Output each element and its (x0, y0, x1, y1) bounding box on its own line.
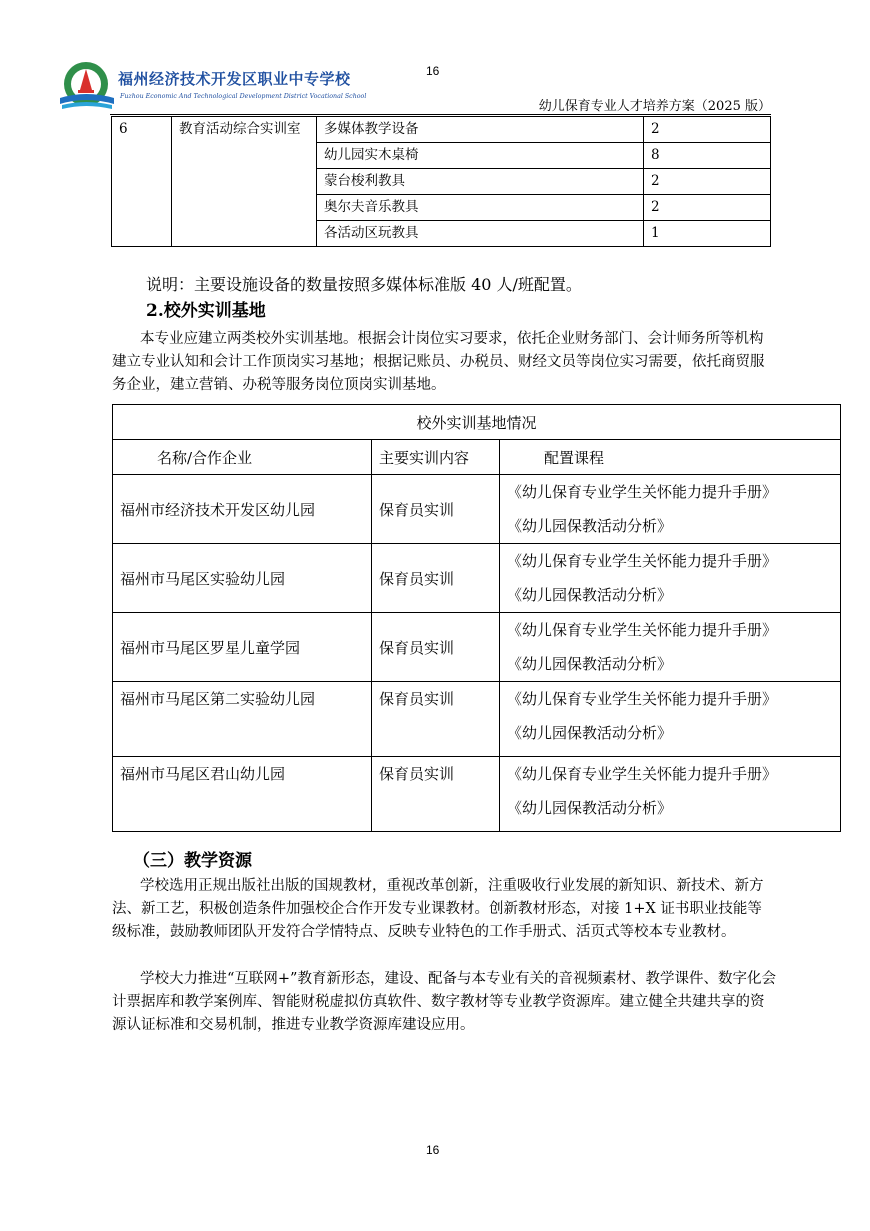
equipment-name: 多媒体教学设备 (317, 117, 644, 143)
room-name: 教育活动综合实训室 (172, 117, 317, 247)
course-item: 《幼儿保育专业学生关怀能力提升手册》 (507, 690, 778, 708)
equipment-qty: 2 (644, 117, 771, 143)
equipment-name: 幼儿园实木桌椅 (317, 143, 644, 169)
paragraph: 学校大力推进“互联网+”教育新形态，建设、配备与本专业有关的音视频素材、教学课件、数字化会计票据库和教学案例库、智能财税虚拟仿真软件、数字教材等专业教学资源库。建立健全共建共享的资源认证标准和交易机制，推进专业教学资源库建设应用。 (112, 971, 776, 1033)
document-title: 幼儿保育专业人才培养方案（2025 版） (538, 99, 771, 114)
base-name: 福州市马尾区实验幼儿园 (113, 544, 372, 613)
header-content: 主要实训内容 (372, 440, 500, 475)
training-content: 保育员实训 (372, 544, 500, 613)
equipment-qty: 8 (644, 143, 771, 169)
course-item: 《幼儿园保教活动分析》 (507, 724, 673, 742)
table-header-row (113, 440, 841, 475)
row-number: 6 (112, 117, 172, 247)
school-logo (56, 60, 120, 114)
course-item: 《幼儿园保教活动分析》 (507, 586, 673, 604)
base-name: 福州市马尾区君山幼儿园 (113, 757, 372, 832)
course-item: 《幼儿保育专业学生关怀能力提升手册》 (507, 621, 778, 639)
equipment-name: 蒙台梭利教具 (317, 169, 644, 195)
section-heading: （三）教学资源 (133, 851, 252, 871)
equipment-qty: 1 (644, 221, 771, 247)
header-rule (110, 114, 771, 115)
footer-page-number: 16 (426, 1143, 440, 1157)
training-content: 保育员实训 (372, 682, 500, 757)
course-item: 《幼儿保育专业学生关怀能力提升手册》 (507, 552, 778, 570)
paragraph: 本专业应建立两类校外实训基地。根据会计岗位实习要求，依托企业财务部门、会计师务所等机构建立专业认知和会计工作顶岗实习基地；根据记账员、办税员、财经文员等岗位实习需要，依托商贸服务企业，建立营销、办税等服务岗位顶岗实训基地。 (112, 331, 765, 393)
base-name: 福州市经济技术开发区幼儿园 (113, 475, 372, 544)
training-content: 保育员实训 (372, 613, 500, 682)
training-content: 保育员实训 (372, 475, 500, 544)
table-row (113, 613, 841, 682)
course-item: 《幼儿园保教活动分析》 (507, 655, 673, 673)
equipment-table (111, 116, 771, 247)
section-heading: 2.校外实训基地 (146, 301, 266, 321)
base-name: 福州市马尾区第二实验幼儿园 (113, 682, 372, 757)
school-name-cn: 福州经济技术开发区职业中专学校 (118, 70, 351, 88)
course-list (500, 613, 841, 682)
equipment-qty: 2 (644, 195, 771, 221)
table-row (113, 757, 841, 832)
header-name: 名称/合作企业 (113, 440, 372, 475)
course-item: 《幼儿园保教活动分析》 (507, 517, 673, 535)
header-page-number: 16 (426, 64, 440, 78)
course-list (500, 544, 841, 613)
table-row (112, 117, 771, 143)
table-row (113, 682, 841, 757)
equipment-name: 奥尔夫音乐教具 (317, 195, 644, 221)
school-name-en: Fuzhou Economic And Technological Development District Vocational School (120, 93, 367, 100)
equipment-note: 说明：主要设施设备的数量按照多媒体标准版 40 人/班配置。 (146, 275, 582, 294)
table-caption: 校外实训基地情况 (113, 405, 841, 440)
course-list (500, 682, 841, 757)
base-name: 福州市马尾区罗星儿童学园 (113, 613, 372, 682)
course-item: 《幼儿保育专业学生关怀能力提升手册》 (507, 765, 778, 783)
header-courses: 配置课程 (500, 440, 841, 475)
course-list (500, 475, 841, 544)
equipment-name: 各活动区玩教具 (317, 221, 644, 247)
course-item: 《幼儿园保教活动分析》 (507, 799, 673, 817)
course-list (500, 757, 841, 832)
table-caption-row (113, 405, 841, 440)
training-content: 保育员实训 (372, 757, 500, 832)
training-base-table (112, 404, 841, 832)
table-row (113, 475, 841, 544)
paragraph: 学校选用正规出版社出版的国规教材，重视改革创新，注重吸收行业发展的新知识、新技术、新方法、新工艺，积极创造条件加强校企合作开发专业课教材。创新教材形态，对接 1+X 证书职业技能等级标准，鼓励教师团队开发符合学情特点、反映专业特色的工作手册式、活页式等校本专业教材。 (112, 878, 764, 940)
course-item: 《幼儿保育专业学生关怀能力提升手册》 (507, 483, 778, 501)
equipment-qty: 2 (644, 169, 771, 195)
table-row (113, 544, 841, 613)
